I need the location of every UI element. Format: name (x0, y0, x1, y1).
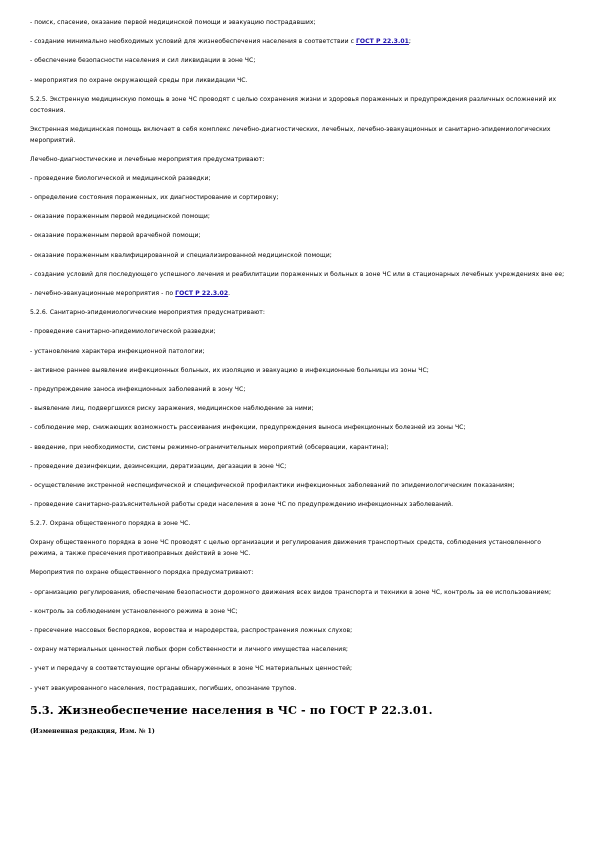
paragraph (30, 385, 570, 396)
paragraph (30, 251, 570, 262)
paragraph (30, 443, 570, 454)
paragraph-text: - поиск, спасение, оказание первой медицинской помощи и эвакуацию пострадавших; (30, 19, 316, 26)
paragraph-text: Охрану общественного порядка в зоне ЧС проводят с целью организации и регулирования движения транспортных средств, соблюдения установленного режима, а также пресечения противоправных действий в зоне ЧС. (30, 539, 542, 558)
paragraph (30, 684, 570, 695)
paragraph (30, 626, 570, 637)
paragraph-text: 5.2.6. Санитарно-эпидемиологические мероприятия предусматривают: (30, 309, 265, 317)
paragraph-text: 5.2.5. Экстренную медицинскую помощь в зоне ЧС проводят с целью сохранения жизни и здоровья пораженных и предупреждения различных осложнений их состояния. (30, 95, 557, 114)
paragraph-text: - учет и передачу в соответствующие органы обнаруженных в зоне ЧС материальных ценностей; (30, 665, 353, 673)
paragraph (30, 366, 570, 377)
paragraph-text: - осуществление экстренной неспецифической и специфической профилактики инфекционных заболеваний по эпидемиологическим показаниям; (30, 481, 515, 489)
paragraph (30, 193, 570, 204)
paragraph-text: - проведение санитарно-эпидемиологической разведки; (30, 328, 216, 336)
paragraph (30, 538, 570, 560)
paragraph-text: - пресечение массовых беспорядков, воровства и мародерства, распространения ложных слухов; (30, 627, 353, 635)
paragraph (30, 664, 570, 675)
paragraph (30, 76, 570, 87)
paragraph-text: - оказание пораженным квалифицированной и специализированной медицинской помощи; (30, 251, 332, 259)
paragraph (30, 327, 570, 338)
paragraph-text: - проведение санитарно-разъяснительной работы среди населения в зоне ЧС по предупреждению инфекционных заболеваний. (30, 501, 454, 509)
paragraph (30, 588, 570, 599)
paragraph (30, 37, 570, 48)
paragraph-text: Лечебно-диагностические и лечебные мероприятия предусматривают: (30, 155, 265, 163)
paragraph-text: - введение, при необходимости, системы режимно-ограничительных мероприятий (обсервации, карантина); (30, 443, 389, 451)
paragraph-text: - проведение биологической и медицинской разведки; (30, 174, 211, 182)
paragraph (30, 423, 570, 434)
paragraph-text: - оказание пораженным первой врачебной помощи; (30, 232, 201, 240)
paragraph-text: - мероприятия по охране окружающей среды при ликвидации ЧС. (30, 76, 248, 84)
paragraph (30, 607, 570, 618)
paragraph-text: - учет эвакуированного населения, пострадавших, погибших, опознание трупов. (30, 684, 297, 692)
paragraph-text: - создание минимально необходимых условий для жизнеобеспечения населения в соответствии с (30, 38, 356, 46)
paragraph (30, 289, 570, 300)
paragraph (30, 155, 570, 166)
paragraph-text: - предупреждение заноса инфекционных заболеваний в зону ЧС; (30, 385, 246, 393)
paragraph-punctuation: . (228, 290, 231, 298)
paragraph-text: - охрану материальных ценностей любых форм собственности и личного имущества населения; (30, 646, 349, 654)
paragraph (30, 18, 570, 29)
paragraph-text: - создание условий для последующего успешного лечения и реабилитации пораженных и больных в зоне ЧС или в стационарных лечебных учреждениях вне ее; (30, 270, 565, 278)
paragraph-text: - оказание пораженным первой медицинской помощи; (30, 213, 211, 221)
paragraph-punctuation: ; (408, 38, 412, 46)
paragraph (30, 212, 570, 223)
paragraph (30, 568, 570, 579)
revision-note: (Измененная редакция, Изм. № 1) (30, 727, 155, 735)
paragraph (30, 174, 570, 185)
paragraph (30, 231, 570, 242)
paragraph (30, 125, 570, 147)
paragraph (30, 519, 570, 530)
paragraph-text: - определение состояния пораженных, их диагностирование и сортировку; (30, 194, 279, 202)
paragraph (30, 270, 570, 281)
paragraph (30, 56, 570, 67)
standard-link[interactable]: ГОСТ Р 22.3.02 (175, 290, 229, 298)
paragraph-text: - выявление лиц, подвергшихся риску заражения, медицинское наблюдение за ними; (30, 405, 314, 413)
paragraph (30, 308, 570, 319)
paragraph (30, 404, 570, 415)
paragraph-text: - активное раннее выявление инфекционных больных, их изоляцию и эвакуацию в инфекционные больницы из зоны ЧС; (30, 366, 429, 374)
section-heading: 5.3. Жизнеобеспечение населения в ЧС - по ГОСТ Р 22.3.01. (30, 702, 433, 717)
standard-link[interactable]: ГОСТ Р 22.3.01 (355, 38, 409, 46)
paragraph-text: - установление характера инфекционной патологии; (30, 347, 205, 355)
paragraph-text: Мероприятия по охране общественного порядка предусматривают: (30, 569, 254, 577)
paragraph (30, 347, 570, 358)
paragraph-text: - соблюдение мер, снижающих возможность рассеивания инфекции, предупреждения выноса инфекционных болезней из зоны ЧС; (30, 424, 466, 432)
paragraph (30, 95, 570, 117)
paragraph-text: - обеспечение безопасности населения и сил ликвидации в зоне ЧС; (30, 57, 256, 65)
document-page (30, 18, 570, 737)
paragraph-text: - контроль за соблюдением установленного режима в зоне ЧС; (30, 607, 238, 615)
paragraph (30, 481, 570, 492)
paragraph (30, 462, 570, 473)
paragraph-text: - лечебно-эвакуационные мероприятия - по (30, 290, 176, 298)
document-body (30, 18, 570, 694)
paragraph-text: - проведение дезинфекции, дезинсекции, дератизации, дегазации в зоне ЧС; (30, 462, 287, 470)
paragraph-text: - организацию регулирования, обеспечение безопасности дорожного движения всех видов транспорта и техники в зоне ЧС, контроль за ее использованием; (30, 588, 552, 596)
paragraph-text: 5.2.7. Охрана общественного порядка в зоне ЧС. (30, 520, 191, 528)
paragraph (30, 500, 570, 511)
paragraph (30, 645, 570, 656)
paragraph-text: Экстренная медицинская помощь включает в себя комплекс лечебно-диагностических, лечебных, лечебно-эвакуационных и санитарно-эпидемиологических мероприятий. (30, 125, 551, 144)
